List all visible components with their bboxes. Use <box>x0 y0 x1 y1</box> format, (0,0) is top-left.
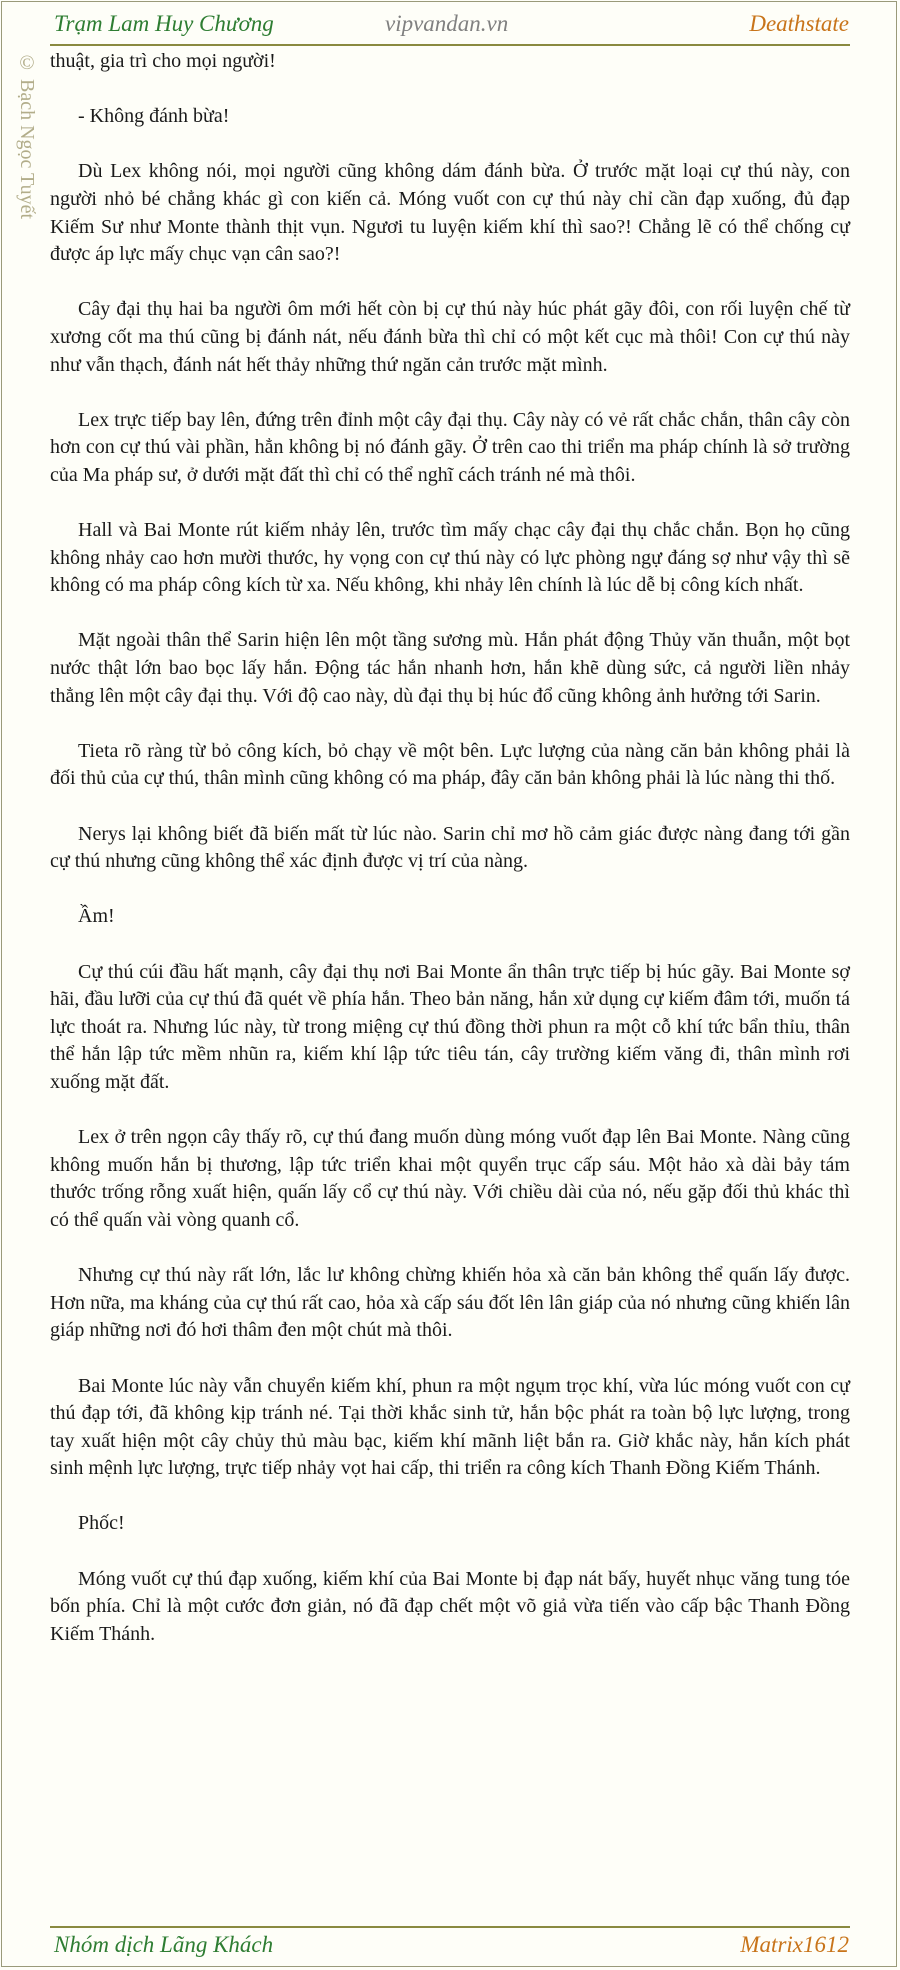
chapter-text <box>50 48 850 1676</box>
header-site-title: Trạm Lam Huy Chương <box>54 11 274 36</box>
paragraph: Mặt ngoài thân thể Sarin hiện lên một tầng sương mù. Hắn phát động Thủy văn thuẫn, một bọt nước thật lớn bao bọc lấy hắn. Động tác hắn nhanh hơn, hắn khẽ dùng sức, cả người liền nhảy thẳng lên một cây đại thụ. Với độ cao này, dù đại thụ bị húc đổ cũng không ảnh hưởng tới Sarin. <box>50 629 850 707</box>
paragraph: - Không đánh bừa! <box>78 105 230 128</box>
paragraph: Bai Monte lúc này vẫn chuyển kiếm khí, phun ra một ngụm trọc khí, vừa lúc móng vuốt con cự thú đạp tới, đã không kịp tránh né. Tại thời khắc sinh tử, hắn bộc phát ra toàn bộ lực lượng, trong tay xuất hiện một cây chủy thủ màu bạc, kiếm khí mãnh liệt bắn ra. Giờ khắc này, hắn kích phát sinh mệnh lực lượng, trực tiếp nhảy vọt hai cấp, thi triển ra công kích Thanh Đồng Kiếm Thánh. <box>50 1374 850 1480</box>
header-uploader: Deathstate <box>749 11 849 36</box>
paragraph: Cự thú cúi đầu hất mạnh, cây đại thụ nơi Bai Monte ẩn thân trực tiếp bị húc gãy. Bai Monte sợ hãi, đầu lưỡi của cự thú đã quét về phía hắn. Theo bản năng, hắn xử dụng cự kiếm đâm tới, muốn tá lực thoát ra. Nhưng lúc này, từ trong miệng cự thú đồng thời phun ra một cỗ khí tức bẩn thỉu, thân thể hắn lập tức mềm nhũn ra, kiếm khí lập tức tiêu tán, cây trường kiếm văng đi, thân mình rơi xuống mặt đất. <box>50 960 850 1093</box>
paragraph: Phốc! <box>78 1512 125 1535</box>
paragraph: Nerys lại không biết đã biến mất từ lúc nào. Sarin chỉ mơ hồ cảm giác được nàng đang tới gần cự thú nhưng cũng không thể xác định được vị trí của nàng. <box>50 822 850 873</box>
page-footer <box>52 1928 849 1962</box>
header-divider <box>50 44 850 46</box>
paragraph: Dù Lex không nói, mọi người cũng không dám đánh bừa. Ở trước mặt loại cự thú này, con người nhỏ bé chẳng khác gì con kiến cả. Móng vuốt con cự thú này chỉ cần đạp xuống, đủ đạp Kiếm Sư như Monte thành thịt vụn. Ngươi tu luyện kiếm khí thì sao?! Chẳng lẽ có thể chống cự được áp lực mấy chục vạn cân sao?! <box>50 160 850 266</box>
paragraph: Tieta rõ ràng từ bỏ công kích, bỏ chạy về một bên. Lực lượng của nàng căn bản không phải là đối thủ của cự thú, thân mình cũng không có ma pháp, đây căn bản không phải là lúc nàng thi thố. <box>50 739 850 790</box>
footer-translator-group: Nhóm dịch Lãng Khách <box>54 1932 274 1957</box>
header-website[interactable]: vipvandan.vn <box>385 11 509 36</box>
paragraph: Lex ở trên ngọn cây thấy rõ, cự thú đang muốn dùng móng vuốt đạp lên Bai Monte. Nàng cũng không muốn hắn bị thương, lập tức triển khai một quyển trục cấp sáu. Một hảo xà dài bảy tám thước trống rỗng xuất hiện, quấn lấy cổ cự thú này. Với chiều dài của nó, nếu gặp đối thủ khác thì có thể quấn vài vòng quanh cổ. <box>50 1126 850 1231</box>
copyright-watermark: © Bạch Ngọc Tuyết <box>16 52 38 219</box>
paragraph: Ầm! <box>78 905 115 928</box>
paragraph: Hall và Bai Monte rút kiếm nhảy lên, trước tìm mấy chạc cây đại thụ chắc chắn. Bọn họ cũng không nhảy cao hơn mười thước, hy vọng con cự thú này có lực phòng ngự đáng sợ như vậy thì sẽ không có ma pháp công kích từ xa. Nếu không, khi nhảy lên chính là lúc dễ bị công kích nhất. <box>50 519 850 597</box>
footer-editor: Matrix1612 <box>740 1932 849 1957</box>
paragraph: Lex trực tiếp bay lên, đứng trên đỉnh một cây đại thụ. Cây này có vẻ rất chắc chắn, thân cây còn hơn con cự thú vài phần, hẳn không bị nó đánh gãy. Ở trên cao thi triển ma pháp chính là sở trường của Ma pháp sư, ở dưới mặt đất thì chỉ có thể nghĩ cách tránh né mà thôi. <box>50 408 850 486</box>
paragraph: Nhưng cự thú này rất lớn, lắc lư không chừng khiến hỏa xà căn bản không thể quấn lấy được. Hơn nữa, ma kháng của cự thú rất cao, hỏa xà cấp sáu đốt lên lân giáp của nó nhưng cũng khiến lân giáp những nơi đó hơi thâm đen một chút mà thôi. <box>50 1264 850 1342</box>
paragraph: thuật, gia trì cho mọi người! <box>50 50 276 72</box>
paragraph: Cây đại thụ hai ba người ôm mới hết còn bị cự thú này húc phát gãy đôi, con rối luyện chế từ xương cốt ma thú cũng bị đánh nát, nếu đánh bừa thì chỉ có một kết cục mà thôi! Con cự thú này như vẫn thạch, đánh nát hết thảy những thứ ngăn cản trước mặt mình. <box>50 298 850 376</box>
page-header <box>52 8 849 40</box>
paragraph: Móng vuốt cự thú đạp xuống, kiếm khí của Bai Monte bị đạp nát bấy, huyết nhục văng tung tóe bốn phía. Chỉ là một cước đơn giản, nó đã đạp chết một võ giả vừa tiến vào cấp bậc Thanh Đồng Kiếm Thánh. <box>50 1567 850 1645</box>
